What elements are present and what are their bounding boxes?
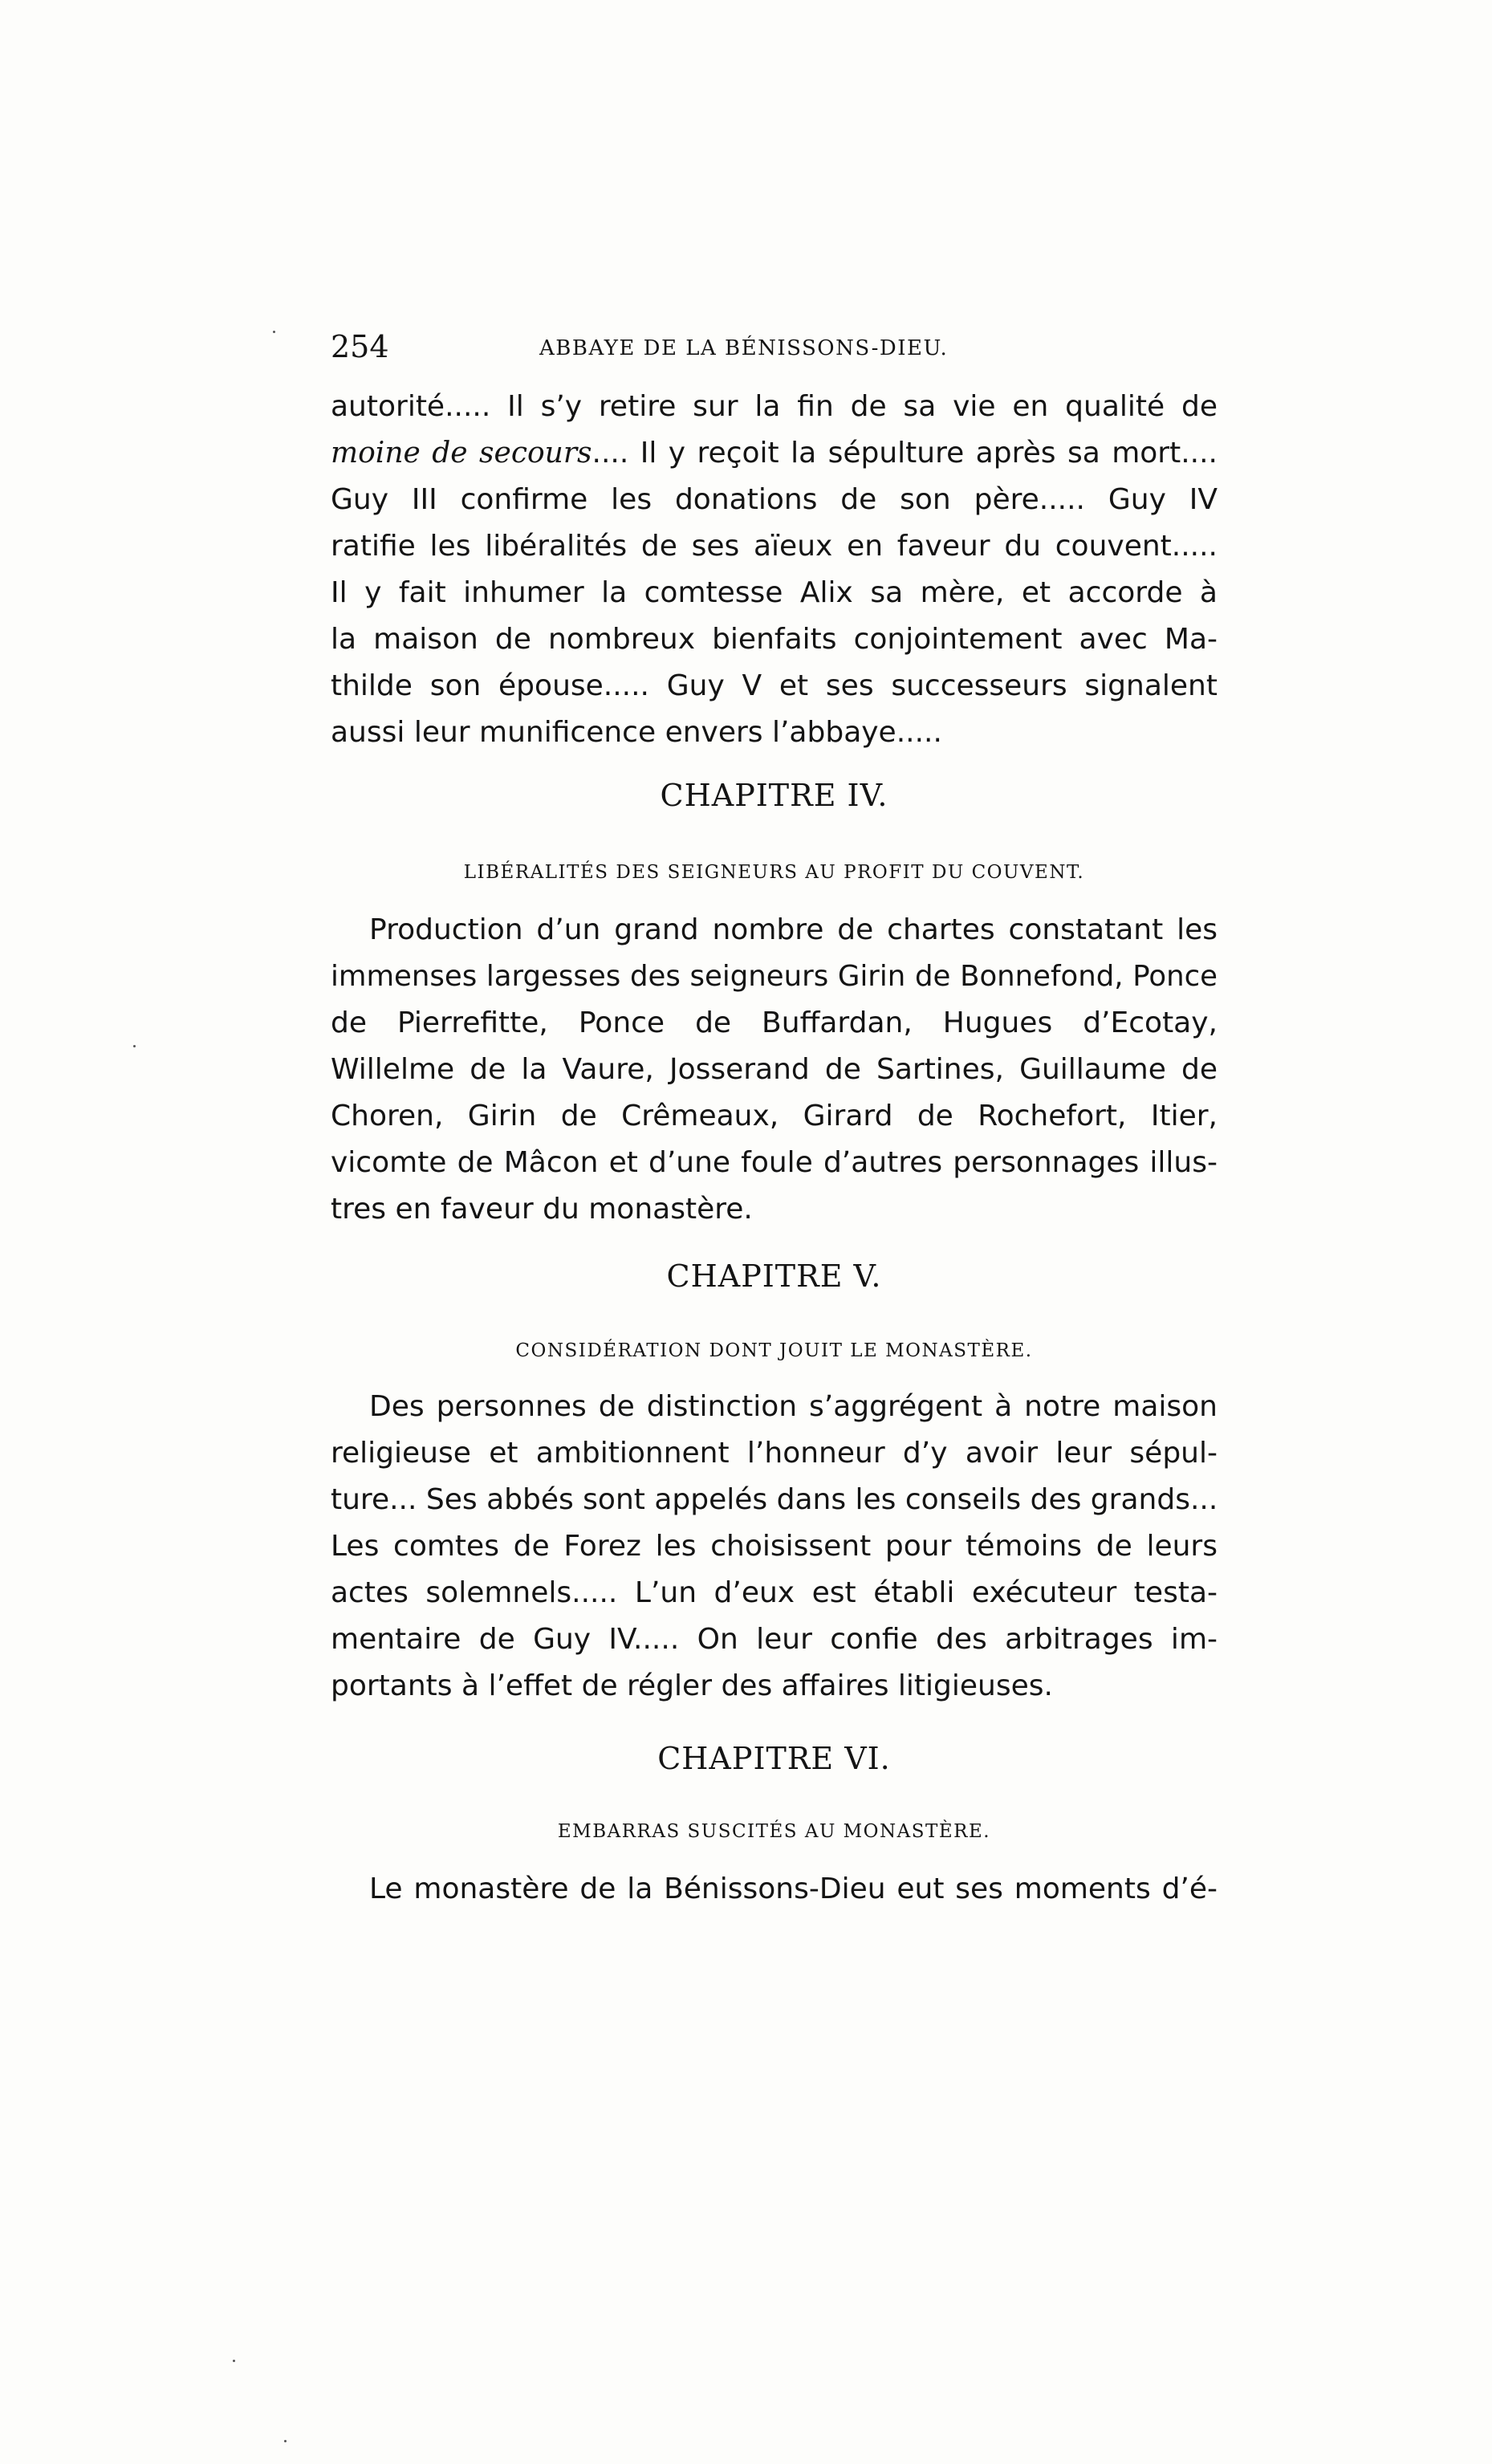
text-line: autorité..... Il s’y retire sur la fin de sa vie en qualité de <box>331 390 1218 423</box>
scan-speck <box>273 331 275 333</box>
text-line: Willelme de la Vaure, Josserand de Sartines, Guillaume de <box>331 1053 1218 1086</box>
text-line: Guy III confirme les donations de son père..... Guy IV <box>331 483 1218 516</box>
text-line: vicomte de Mâcon et d’une foule d’autres personnages illus- <box>331 1146 1218 1179</box>
chapter-4-paragraph <box>331 907 1218 1233</box>
text-line: Le monastère de la Bénissons-Dieu eut ses moments d’é- <box>369 1872 1218 1905</box>
chapter-5-paragraph <box>331 1384 1218 1710</box>
text-line: portants à l’effet de régler des affaires litigieuses. <box>331 1669 1053 1702</box>
scan-speck <box>233 2360 235 2362</box>
paragraph-continuation <box>331 384 1218 756</box>
text-line: religieuse et ambitionnent l’honneur d’y avoir leur sépul- <box>331 1437 1218 1470</box>
text-line: tres en faveur du monastère. <box>331 1193 753 1226</box>
chapter-6-paragraph <box>331 1866 1218 1913</box>
text-line: de Pierrefitte, Ponce de Buffardan, Hugues d’Ecotay, <box>331 1006 1218 1039</box>
text-line: thilde son épouse..... Guy V et ses successeurs signalent <box>331 669 1218 702</box>
text-line: Choren, Girin de Crêmeaux, Girard de Rochefort, Itier, <box>331 1100 1218 1132</box>
text-line: la maison de nombreux bienfaits conjointement avec Ma- <box>331 623 1218 656</box>
text-line-rest: .... Il y reçoit la sépulture après sa mort.... <box>592 437 1218 470</box>
chapter-6-summary: EMBARRAS SUSCITÉS AU MONASTÈRE. <box>557 1821 991 1842</box>
text-line: immenses largesses des seigneurs Girin de Bonnefond, Ponce <box>331 960 1218 993</box>
text-line: mentaire de Guy IV..... On leur confie des arbitrages im- <box>331 1623 1218 1656</box>
scan-speck <box>133 1045 136 1047</box>
text-line: aussi leur munificence envers l’abbaye..... <box>331 716 942 749</box>
chapter-4-title: CHAPITRE IV. <box>660 778 888 813</box>
chapter-4-summary: LIBÉRALITÉS DES SEIGNEURS AU PROFIT DU COUVENT. <box>463 862 1085 883</box>
text-line <box>331 430 1218 477</box>
italic-phrase: moine de secours <box>331 437 592 470</box>
text-line: Les comtes de Forez les choisissent pour témoins de leurs <box>331 1530 1218 1563</box>
text-line: ture... Ses abbés sont appelés dans les conseils des grands... <box>331 1483 1218 1516</box>
running-head: ABBAYE DE LA BÉNISSONS-DIEU. <box>539 336 949 360</box>
page-header <box>331 324 1218 369</box>
scan-speck <box>284 2440 287 2442</box>
chapter-5-summary: CONSIDÉRATION DONT JOUIT LE MONASTÈRE. <box>515 1340 1033 1361</box>
chapter-6-title: CHAPITRE VI. <box>657 1741 891 1776</box>
text-line: Des personnes de distinction s’aggrégent à notre maison <box>369 1390 1218 1423</box>
chapter-5-title: CHAPITRE V. <box>666 1258 882 1294</box>
text-line: actes solemnels..... L’un d’eux est établi exécuteur testa- <box>331 1576 1218 1609</box>
text-line: Production d’un grand nombre de chartes constatant les <box>369 913 1218 946</box>
page-number: 254 <box>331 329 389 364</box>
text-line: Il y fait inhumer la comtesse Alix sa mère, et accorde à <box>331 576 1218 609</box>
text-line: ratifie les libéralités de ses aïeux en faveur du couvent..... <box>331 530 1218 563</box>
